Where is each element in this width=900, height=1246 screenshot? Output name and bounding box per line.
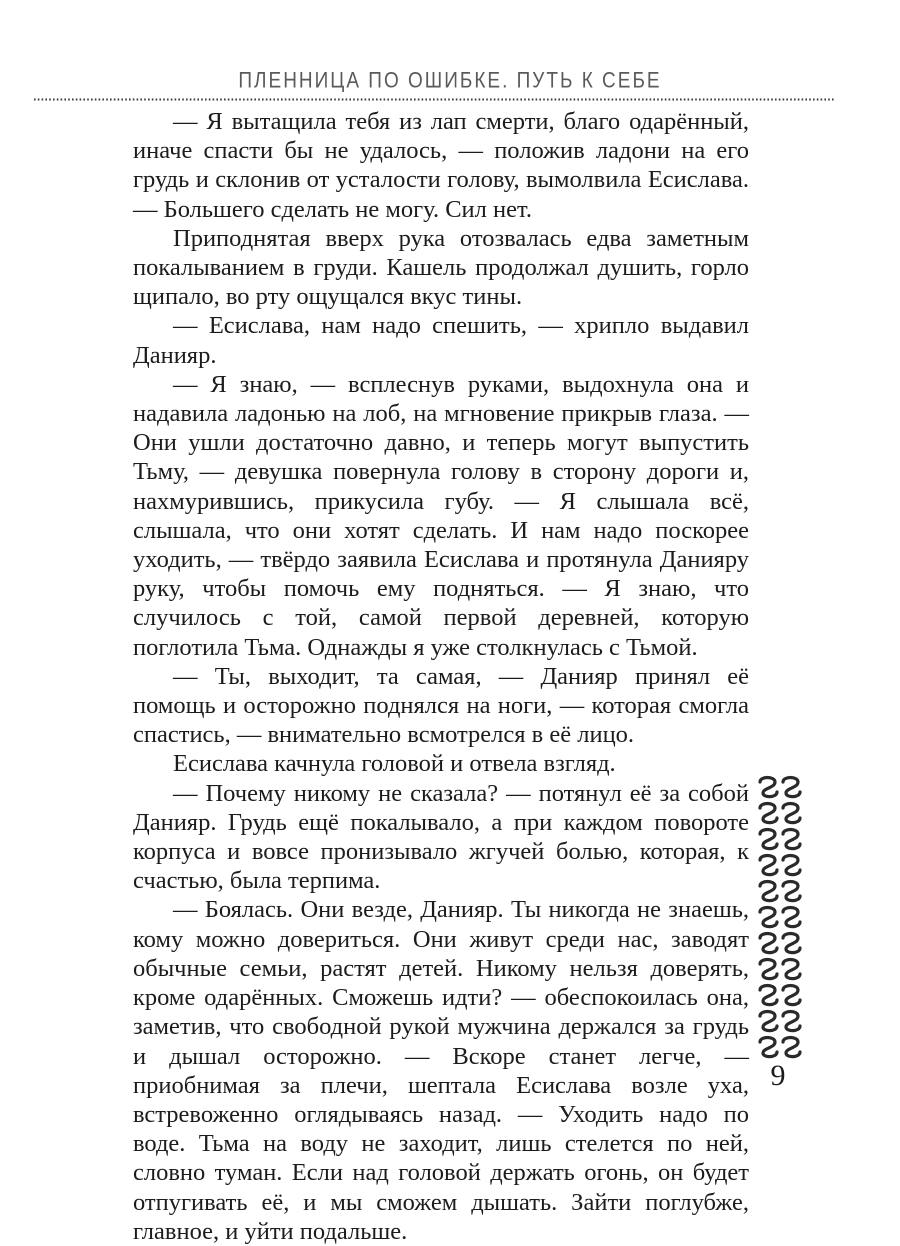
- ornament-knot: [760, 1012, 777, 1031]
- ornament-knot: [760, 778, 777, 797]
- ornament-knot: [760, 804, 777, 823]
- paragraph: — Я вытащила тебя из лап смерти, благо одарённый, иначе спасти бы не удалось, — положив ладони на его грудь и склонив от усталости голову, вымолвила Есислава. — Большего сделать не могу. Сил нет.: [133, 108, 749, 223]
- ornament-knot: [783, 804, 800, 823]
- paragraph: — Боялась. Они везде, Данияр. Ты никогда не знаешь, кому можно довериться. Они живут среди нас, заводят обычные семьи, растят детей. Никому нельзя доверять, кроме одарённых. Сможешь идти? — обеспокоилась она, заметив, что свободной рукой мужчина держался за грудь и дышал осторожно. — Вскоре станет легче, — приобнимая за плечи, шептала Есислава возле уха, встревоженно оглядываясь назад. — Уходить надо по воде. Тьма на воду не заходит, лишь стелется по ней, словно туман. Если над головой держать огонь, он будет отпугивать её, и мы сможем дышать. Зайти поглубже, главное, и уйти подальше.: [133, 896, 749, 1245]
- paragraph: — Почему никому не сказала? — потянул её за собой Данияр. Грудь ещё покалывало, а при каждом повороте корпуса и вовсе пронизывало жгучей болью, которая, к счастью, была терпима.: [133, 779, 749, 895]
- ornament-knot: [783, 960, 800, 979]
- ornament-knot: [760, 856, 777, 875]
- ornament-knot: [783, 856, 800, 875]
- paragraph: Есислава качнула головой и отвела взгляд.: [173, 750, 616, 778]
- body-text: [133, 107, 749, 1246]
- ornament-knot: [760, 882, 777, 901]
- ornament-knot: [783, 778, 800, 797]
- running-title: ПЛЕННИЦА ПО ОШИБКЕ. ПУТЬ К СЕБЕ: [238, 69, 662, 94]
- ornament-knot: [783, 882, 800, 901]
- paragraph: Приподнятая вверх рука отозвалась едва заметным покалыванием в груди. Кашель продолжал душить, горло щипало, во рту ощущался вкус тины.: [133, 224, 749, 311]
- ornament-knot: [760, 986, 777, 1005]
- knot-border-ornament-icon: [757, 770, 803, 1060]
- header-rule: [34, 97, 834, 102]
- page-number: 9: [770, 1059, 786, 1092]
- ornament-knot: [783, 908, 800, 927]
- ornament-knot: [760, 908, 777, 927]
- ornament-knot: [783, 830, 800, 849]
- ornament-knot: [783, 986, 800, 1005]
- paragraph: — Ты, выходит, та самая, — Данияр принял её помощь и осторожно поднялся на ноги, — которая смогла спастись, — внимательно всмотрелся в её лицо.: [133, 662, 749, 749]
- ornament-knot: [783, 1038, 800, 1057]
- ornament-knot: [760, 934, 777, 953]
- paragraph: — Я знаю, — всплеснув руками, выдохнула она и надавила ладонью на лоб, на мгновение прикрыв глаза. — Они ушли достаточно давно, и теперь могут выпустить Тьму, — девушка повернула голову в сторону дороги и, нахмурившись, прикусила губу. — Я слышала всё, слышала, что они хотят сделать. И нам надо поскорее уходить, — твёрдо заявила Есислава и протянула Данияру руку, чтобы помочь ему подняться. — Я знаю, что случилось с той, самой первой деревней, которую поглотила Тьма. Однажды я уже столкнулась с Тьмой.: [133, 370, 749, 661]
- ornament-knot: [760, 1038, 777, 1057]
- ornament-knot: [760, 830, 777, 849]
- ornament-knot: [783, 1012, 800, 1031]
- ornament-knot: [783, 934, 800, 953]
- ornament-knot: [760, 960, 777, 979]
- paragraph: — Есислава, нам надо спешить, — хрипло выдавил Данияр.: [133, 312, 749, 369]
